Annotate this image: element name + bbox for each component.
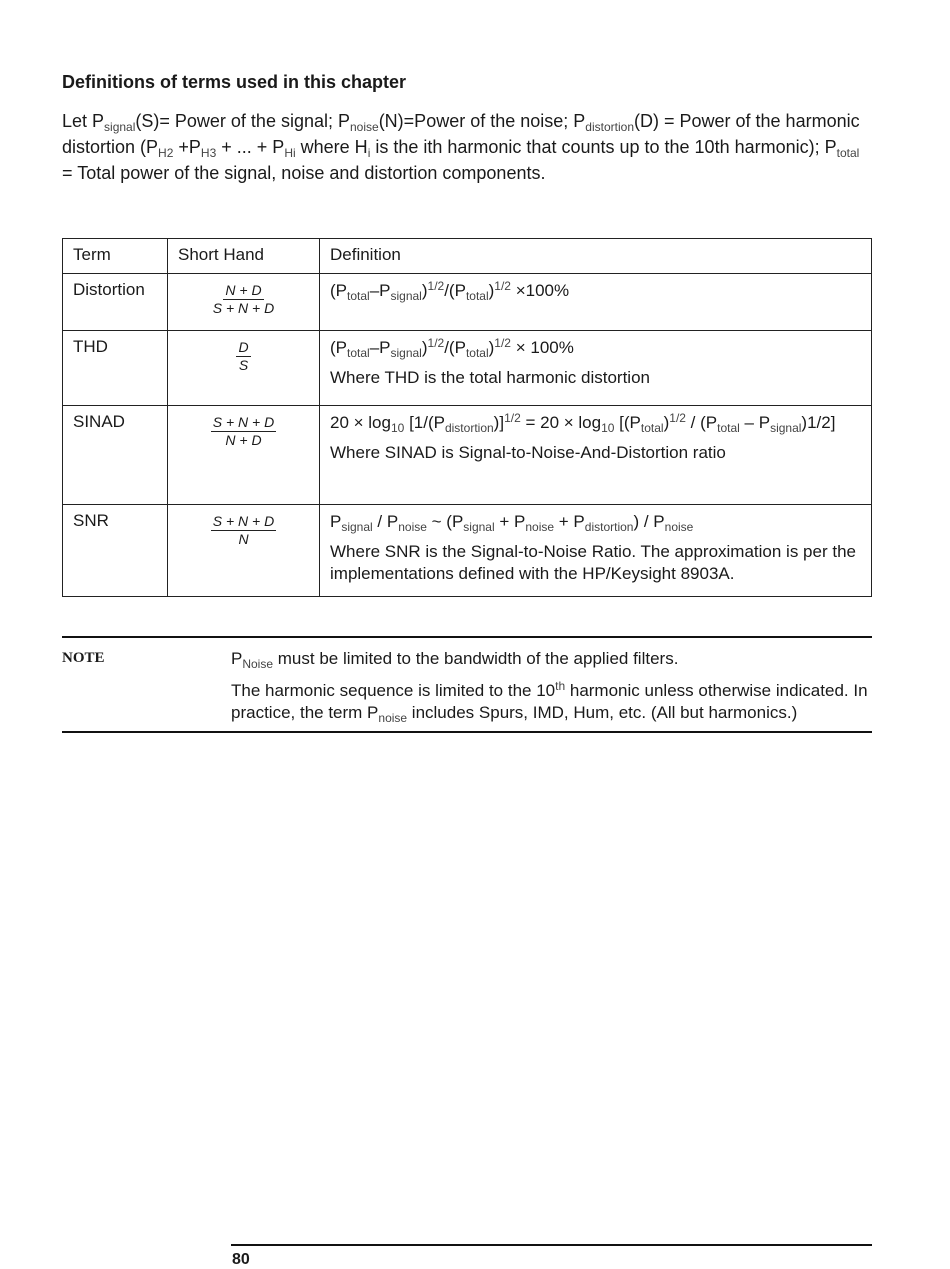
- table-header-row: [63, 239, 872, 274]
- definition-cell: [320, 331, 872, 406]
- table-row: [63, 406, 872, 505]
- note-body: [231, 648, 871, 724]
- short-hand-cell: [168, 274, 320, 331]
- definition-note: Where SNR is the Signal-to-Noise Ratio. The approximation is per the implementations defined with the HP/Keysight 8903A.: [330, 542, 856, 583]
- note-label: NOTE: [62, 650, 105, 666]
- formula-fraction: $\frac{D}{S}$: [238, 339, 249, 373]
- definition-note: Where THD is the total harmonic distortion: [330, 368, 650, 387]
- definition-cell: [320, 505, 872, 597]
- term-cell: THD: [63, 331, 168, 406]
- short-hand-cell: [168, 406, 320, 505]
- short-hand-cell: [168, 331, 320, 406]
- formula-fraction: $\frac{S + N + D}{N + D}$: [212, 414, 275, 448]
- definition-cell: [320, 274, 872, 331]
- definition-cell: [320, 406, 872, 505]
- page-number: 80: [232, 1251, 250, 1268]
- term-cell: SINAD: [63, 406, 168, 505]
- table-row: [63, 331, 872, 406]
- definition-formula: $(P_{total}-P_{signal})^{1/2}/(P_{total})^{1/2} \times 100\%$: [330, 336, 574, 360]
- section-heading: Definitions of terms used in this chapter: [62, 72, 407, 92]
- formula-fraction: $\frac{S + N + D}{N}$: [212, 513, 275, 547]
- term-cell: Distortion: [63, 274, 168, 331]
- note-divider-top: [62, 636, 872, 638]
- short-hand-cell: [168, 505, 320, 597]
- definition-formula: $(P_{total}-P_{signal})^{1/2}/(P_{total})^{1/2} \times 100\%$: [330, 279, 570, 303]
- formula-fraction: $\frac{N + D}{S + N + D}$: [212, 282, 275, 316]
- footer-divider: [231, 1244, 872, 1246]
- definitions-table: [62, 238, 872, 597]
- term-cell: SNR: [63, 505, 168, 597]
- note-divider-bottom: [62, 731, 872, 733]
- note-paragraph: The harmonic sequence is limited to the 10th harmonic unless otherwise indicated. In practice, the term $P_{noise}$ includes Spurs, IMD, Hum, etc. (All but harmonics.): [231, 679, 868, 725]
- table-row: [63, 505, 872, 597]
- header-term: Term: [63, 239, 168, 274]
- header-definition: Definition: [320, 239, 872, 274]
- note-paragraph: $P_{Noise}$ must be limited to the bandwidth of the applied filters.: [231, 649, 679, 671]
- definition-formula: $P_{signal} / P_{noise}$ ~ $(P_{signal} + P_{noise} + P_{distortion}) / P_{noise}$: [330, 512, 694, 534]
- table-row: [63, 274, 872, 331]
- intro-paragraph: Let $P_{signal}(S)=$ Power of the signal; $P_{noise}(N)=Power$ of the noise; $P_{distortion}(D)$ = Power of the harmonic distortion ($P_{H2} +P_{H3}$ + ... + $P_{Hi}$ where $H_i$ is the ith harmonic that counts up to the 10th harmonic); $P_{total}$ = Total power of the signal, noise and distortion components.: [62, 111, 860, 183]
- header-short-hand: Short Hand: [168, 239, 320, 274]
- definition-note: Where SINAD is Signal-to-Noise-And-Distortion ratio: [330, 443, 726, 462]
- definition-formula: $20 \times \log_{10} [1/(P_{distortion})]^{1/2} = 20 \times \log_{10} [(P_{total})^{1/2} / (P_{total} - P_{signal})1/2]$: [330, 411, 836, 435]
